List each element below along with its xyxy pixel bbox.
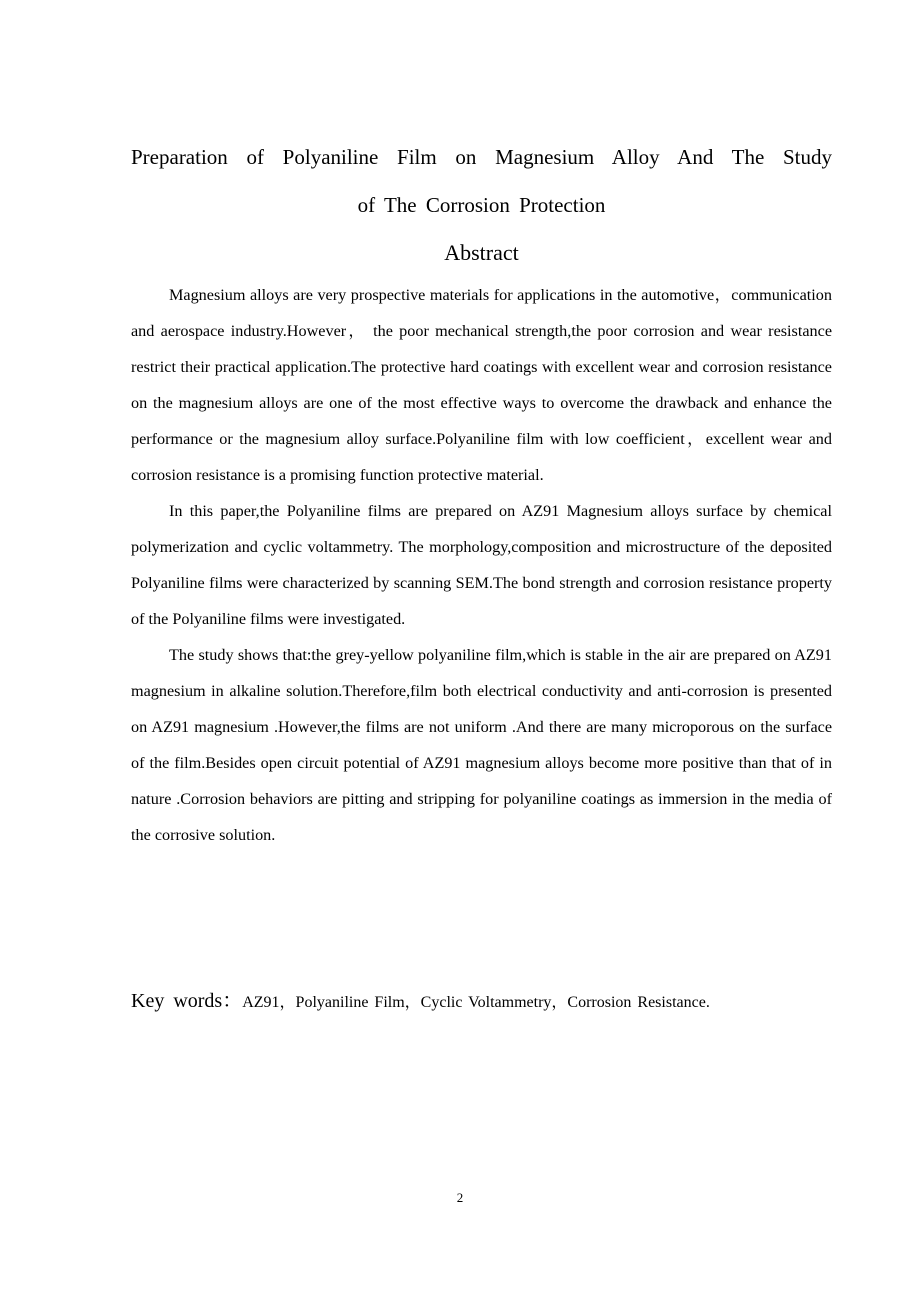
paper-title	[131, 133, 832, 229]
title-line-1: Preparation of Polyaniline Film on Magnesium Alloy And The Study	[131, 145, 832, 169]
keywords-label: Key words：	[131, 990, 243, 1012]
keywords-text: AZ91，Polyaniline Film，Cyclic Voltammetry，Corrosion Resistance.	[242, 994, 710, 1011]
title-line-2: of The Corrosion Protection	[357, 193, 606, 217]
keywords-line	[131, 984, 832, 1020]
abstract-paragraph-3: The study shows that:the grey-yellow polyaniline film,which is stable in the air are prepared on AZ91 magnesium in alkaline solution.Therefore,film both electrical conductivity and anti-corrosion is presented on AZ91 magnesium .However,the films are not uniform .And there are many microporous on the surface of the film.Besides open circuit potential of AZ91 magnesium alloys become more positive than that of in nature .Corrosion behaviors are pitting and stripping for polyaniline coatings as immersion in the media of the corrosive solution.	[131, 646, 832, 844]
page-number: 2	[456, 1190, 464, 1205]
abstract-body	[131, 277, 832, 853]
abstract-paragraph-1: Magnesium alloys are very prospective materials for applications in the automotive，communication and aerospace industry.However， the poor mechanical strength,the poor corrosion and wear resistance restrict their practical application.The protective hard coatings with excellent wear and corrosion resistance on the magnesium alloys are one of the most effective ways to overcome the drawback and enhance the performance or the magnesium alloy surface.Polyaniline film with low coefficient，excellent wear and corrosion resistance is a promising function protective material.	[131, 286, 832, 484]
abstract-paragraph-2: In this paper,the Polyaniline films are prepared on AZ91 Magnesium alloys surface by chemical polymerization and cyclic voltammetry. The morphology,composition and microstructure of the deposited Polyaniline films were characterized by scanning SEM.The bond strength and corrosion resistance property of the Polyaniline films were investigated.	[131, 502, 832, 628]
abstract-heading: Abstract	[444, 240, 519, 265]
